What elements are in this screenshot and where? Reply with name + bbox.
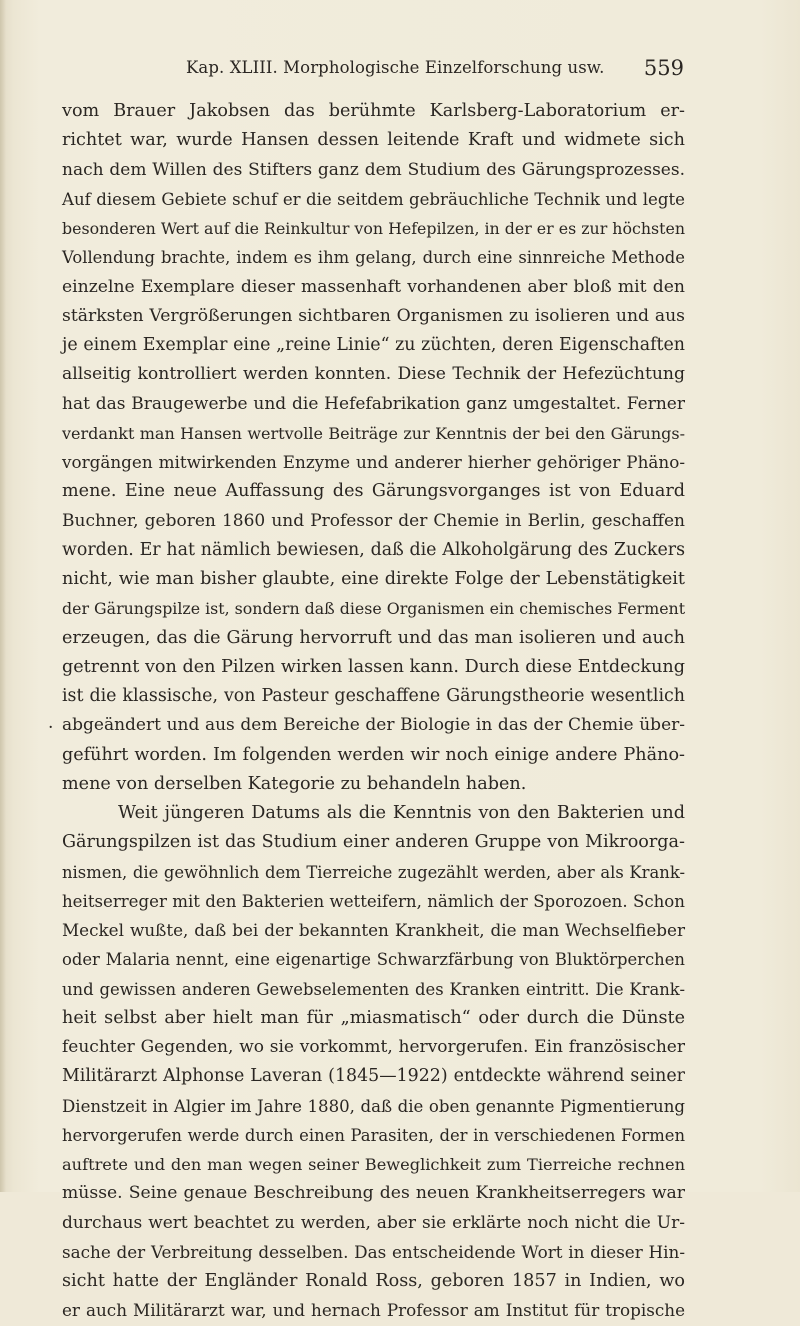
- text-line: Gärungspilzen ist das Studium einer anderen Gruppe von Mikroorga-: [62, 832, 685, 853]
- text-line: je einem Exemplar eine „reine Linie“ zu züchten, deren Eigenschaften: [62, 335, 685, 355]
- text-line: Auf diesem Gebiete schuf er die seitdem gebräuchliche Technik und legte: [62, 189, 685, 209]
- text-line: müsse. Seine genaue Beschreibung des neuen Krankheitserregers war: [62, 1183, 685, 1204]
- text-line: sicht hatte der Engländer Ronald Ross, geboren 1857 in Indien, wo: [62, 1271, 685, 1291]
- paragraph-first-line: Weit jüngeren Datums als die Kenntnis von den Bakterien und: [118, 803, 685, 823]
- text-line: heit selbst aber hielt man für „miasmatisch“ oder durch die Dünste: [62, 1007, 685, 1028]
- text-line: getrennt von den Pilzen wirken lassen kann. Durch diese Entdeckung: [62, 656, 685, 677]
- text-line: nismen, die gewöhnlich dem Tierreiche zugezählt werden, aber als Krank-: [62, 862, 685, 882]
- text-line: abgeändert und aus dem Bereiche der Biologie in das der Chemie über-: [62, 715, 685, 736]
- text-line: Dienstzeit in Algier im Jahre 1880, daß die oben genannte Pigmentierung: [62, 1096, 685, 1116]
- text-line: erzeugen, das die Gärung hervorruft und das man isolieren und auch: [62, 627, 685, 648]
- text-line: auftrete und den man wegen seiner Beweglichkeit zum Tierreiche rechnen: [62, 1155, 685, 1174]
- body-text: [62, 97, 685, 1326]
- page-header: [62, 56, 684, 84]
- text-line: durchaus wert beachtet zu werden, aber sie erklärte noch nicht die Ur-: [62, 1212, 685, 1233]
- text-line: feuchter Gegenden, wo sie vorkommt, hervorgerufen. Ein französischer: [62, 1037, 685, 1057]
- text-line: oder Malaria nennt, eine eigenartige Schwarzfärbung von Bluktörperchen: [62, 950, 685, 970]
- text-line: er auch Militärarzt war, und hernach Professor am Institut für tropische: [62, 1300, 685, 1321]
- text-line: ist die klassische, von Pasteur geschaffene Gärungstheorie wesentlich: [62, 686, 685, 706]
- text-line: einzelne Exemplare dieser massenhaft vorhandenen aber bloß mit den: [62, 276, 685, 297]
- text-line: nicht, wie man bisher glaubte, eine direkte Folge der Lebenstätigkeit: [62, 569, 685, 589]
- text-line: sache der Verbreitung desselben. Das entscheidende Wort in dieser Hin-: [62, 1241, 685, 1262]
- text-line: mene. Eine neue Auffassung des Gärungsvorganges ist von Eduard: [62, 481, 685, 502]
- text-line: verdankt man Hansen wertvolle Beiträge zur Kenntnis der bei den Gärungs-: [62, 423, 685, 443]
- text-line: hervorgerufen werde durch einen Parasiten, der in verschiedenen Formen: [62, 1125, 685, 1145]
- paragraph-last-line: mene von derselben Kategorie zu behandeln haben.: [62, 773, 527, 794]
- text-line: der Gärungspilze ist, sondern daß diese Organismen ein chemisches Ferment: [62, 599, 686, 619]
- text-line: richtet war, wurde Hansen dessen leitende Kraft und widmete sich: [62, 130, 685, 151]
- text-line: hat das Braugewerbe und die Hefefabrikation ganz umgestaltet. Ferner: [62, 393, 685, 414]
- text-line: nach dem Willen des Stifters ganz dem Studium des Gärungsprozesses.: [62, 159, 685, 180]
- text-line: und gewissen anderen Gewebselementen des Kranken eintritt. Die Krank-: [62, 979, 685, 999]
- text-line: Meckel wußte, daß bei der bekannten Krankheit, die man Wechselfieber: [62, 920, 685, 940]
- text-line: vom Brauer Jakobsen das berühmte Karlsberg-Laboratorium er-: [62, 101, 685, 121]
- page-gutter-shadow: [0, 0, 6, 1192]
- text-line: Buchner, geboren 1860 und Professor der Chemie in Berlin, geschaffen: [62, 510, 685, 531]
- running-head: Kap. XLIII. Morphologische Einzelforschung usw.: [186, 58, 605, 77]
- text-line: stärksten Vergrößerungen sichtbaren Organismen zu isolieren und aus: [62, 305, 685, 326]
- text-line: besonderen Wert auf die Reinkultur von Hefepilzen, in der er es zur höchsten: [62, 219, 685, 238]
- text-line: vorgängen mitwirkenden Enzyme und anderer hierher gehöriger Phäno-: [62, 452, 685, 472]
- text-line: Militärarzt Alphonse Laveran (1845—1922) entdeckte während seiner: [62, 1066, 685, 1087]
- text-line: heitserreger mit den Bakterien wetteifern, nämlich der Sporozoen. Schon: [62, 891, 685, 911]
- text-line: geführt worden. Im folgenden werden wir noch einige andere Phäno-: [62, 744, 685, 765]
- text-line: Vollendung brachte, indem es ihm gelang, durch eine sinnreiche Methode: [62, 248, 685, 268]
- text-line: allseitig kontrolliert werden konnten. Diese Technik der Hefezüchtung: [62, 364, 685, 385]
- margin-mark: .: [48, 713, 54, 733]
- page-number: 559: [643, 56, 684, 80]
- text-line: worden. Er hat nämlich bewiesen, daß die Alkoholgärung des Zuckers: [62, 539, 685, 560]
